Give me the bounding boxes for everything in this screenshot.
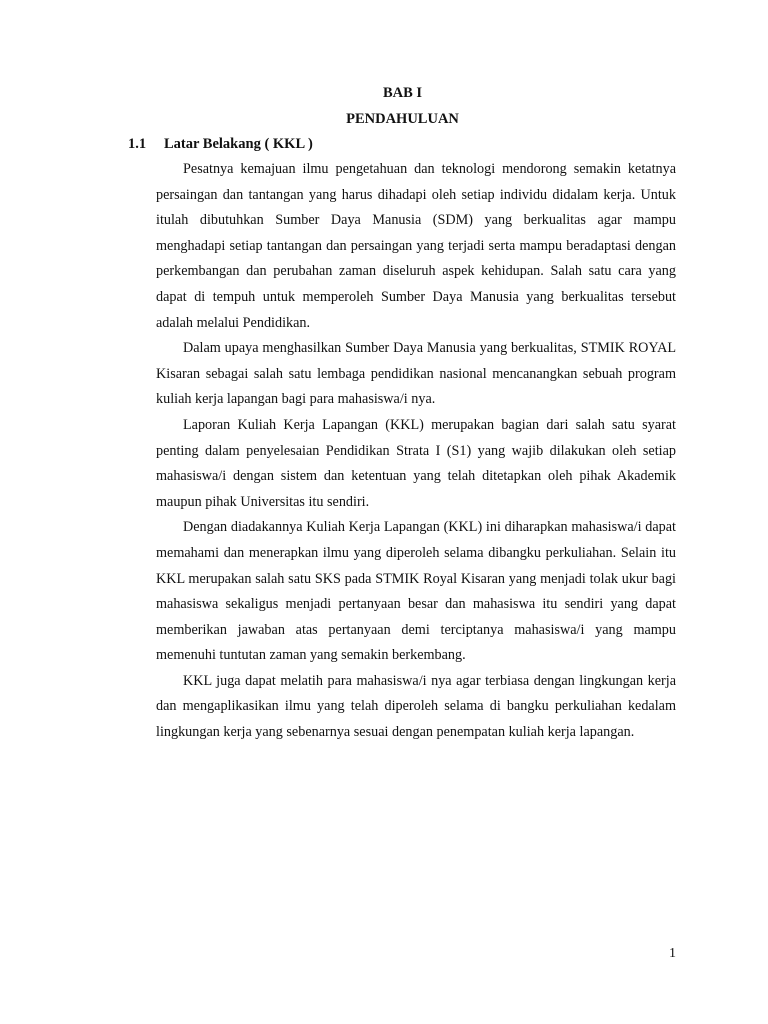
- paragraph: Pesatnya kemajuan ilmu pengetahuan dan teknologi mendorong semakin ketatnya persaingan dan tantangan yang harus dihadapi oleh setiap individu didalam kerja. Untuk itulah dibutuhkan Sumber Daya Manusia (SDM) yang berkualitas agar mampu menghadapi setiap tantangan dan persaingan yang terjadi serta mampu beradaptasi dengan perkembangan dan perubahan zaman diseluruh aspek kehidupan. Salah satu cara yang dapat di tempuh untuk memperoleh Sumber Daya Manusia yang berkualitas tersebut adalah melalui Pendidikan.: [156, 161, 676, 331]
- paragraph: Laporan Kuliah Kerja Lapangan (KKL) merupakan bagian dari salah satu syarat penting dalam penyelesaian Pendidikan Strata I (S1) yang wajib dilakukan oleh setiap mahasiswa/i dengan sistem dan ketentuan yang telah ditetapkan oleh pihak Akademik maupun pihak Universitas itu sendiri.: [156, 416, 676, 510]
- paragraph: Dalam upaya menghasilkan Sumber Daya Manusia yang berkualitas, STMIK ROYAL Kisaran sebagai salah satu lembaga pendidikan nasional mencanangkan sebuah program kuliah kerja lapangan bagi para mahasiswa/i nya.: [156, 340, 676, 408]
- chapter-number: BAB I: [382, 85, 423, 101]
- section-title: Latar Belakang ( KKL ): [164, 136, 313, 152]
- page-number: 1: [669, 946, 676, 961]
- section-heading: [128, 136, 313, 153]
- paragraph: Dengan diadakannya Kuliah Kerja Lapangan (KKL) ini diharapkan mahasiswa/i dapat memahami dan menerapkan ilmu yang diperoleh selama dibangku perkuliahan. Selain itu KKL merupakan salah satu SKS pada STMIK Royal Kisaran yang menjadi tolak ukur bagi mahasiswa sekaligus menjadi pertanyaan besar dan mahasiswa itu sendiri yang dapat memberikan jawaban atas pertanyaan demi terciptanya mahasiswa/i yang mampu memenuhi tuntutan zaman yang semakin berkembang.: [156, 519, 676, 664]
- section-number: 1.1: [128, 136, 147, 152]
- body-text: [156, 157, 676, 746]
- paragraph: KKL juga dapat melatih para mahasiswa/i nya agar terbiasa dengan lingkungan kerja dan mengaplikasikan ilmu yang telah diperoleh selama di bangku perkuliahan kedalam lingkungan kerja yang sebenarnya sesuai dengan penempatan kuliah kerja lapangan.: [156, 672, 676, 741]
- chapter-title: PENDAHULUAN: [346, 111, 459, 127]
